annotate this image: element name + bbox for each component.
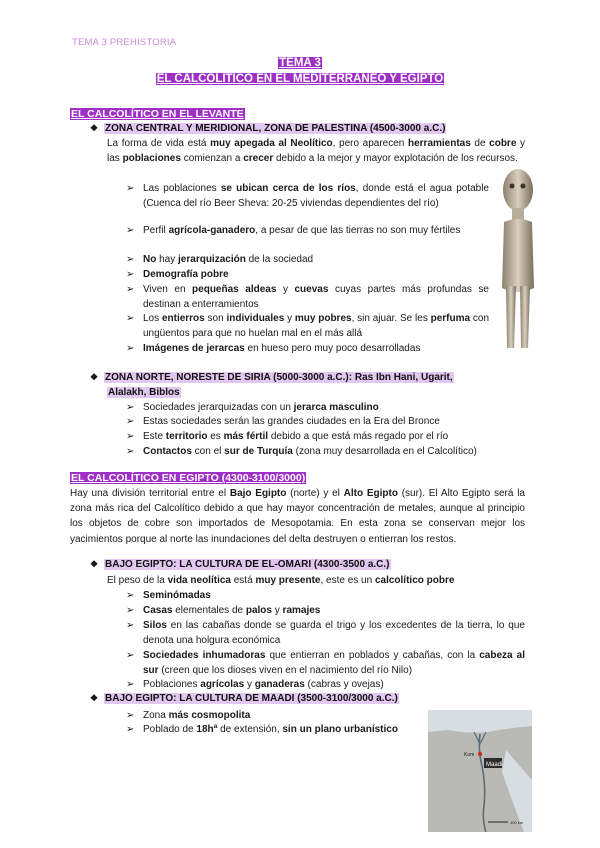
subheading-maadi: ❖ BAJO EGIPTO: LA CULTURA DE MAADI (3500-3100/3000 a.C.): [90, 693, 398, 704]
map-city-label: Kom: [464, 752, 475, 758]
arrow-bullet-icon: ➢: [126, 590, 135, 601]
arrow-bullet-icon: ➢: [126, 343, 135, 354]
norte-bullet-item: ➢ Contactos con el sur de Turquía (zona muy desarrollada en el Calcolítico): [143, 444, 525, 459]
omari-bullet-item: ➢ Poblaciones agrícolas y ganaderas (cabras y ovejas): [143, 677, 525, 692]
norte-bullet-item: ➢ Este territorio es más fértil debido a que está más regado por el río: [143, 429, 525, 444]
omari-bullet-item: ➢ Casas elementales de palos y ramajes: [143, 603, 525, 618]
title-line-1: TEMA 3: [279, 57, 321, 69]
omari-bullet-item: ➢ Sociedades inhumadoras que entierran en poblados y cabañas, con la cabeza al sur (creen que los dioses viven en el nacimiento del río Nilo): [126, 650, 525, 677]
subheading-central: ❖ ZONA CENTRAL Y MERIDIONAL, ZONA DE PALESTINA (4500-3000 a.C.): [90, 123, 446, 134]
map-site-label: Maadi: [486, 762, 503, 768]
arrow-bullet-icon: ➢: [126, 650, 135, 661]
arrow-bullet-icon: ➢: [126, 313, 135, 324]
paragraph-central-intro: La forma de vida está muy apegada al Neolítico, pero aparecen herramientas de cobre y las poblaciones comienzan a crecer debido a la mejor y mayor explotación de los recursos.: [107, 138, 526, 165]
arrow-bullet-icon: ➢: [126, 402, 135, 413]
central-bullet-item: ➢ Demografía pobre: [143, 267, 489, 282]
central-bullet-item: ➢ Las poblaciones se ubican cerca de los ríos, donde está el agua potable (Cuenca del río Beer Sheva: 20-25 viviendas dependientes del río): [126, 183, 489, 210]
diamond-bullet-icon: ❖: [90, 693, 99, 703]
arrow-bullet-icon: ➢: [126, 416, 135, 427]
omari-bullet-item: ➢ Seminómadas: [143, 588, 525, 603]
central-bullet-item: ➢ Viven en pequeñas aldeas y cuevas cuyas partes más profundas se destinan a enterramientos: [126, 284, 489, 311]
omari-bullet-item: ➢ Silos en las cabañas donde se guarda el trigo y los excedentes de la tierra, lo que denota una holgura económica: [126, 620, 525, 647]
diamond-bullet-icon: ❖: [90, 123, 99, 133]
arrow-bullet-icon: ➢: [126, 679, 135, 690]
running-head: TEMA 3 PREHISTORIA: [72, 37, 177, 48]
arrow-bullet-icon: ➢: [126, 724, 135, 735]
paragraph-omari-intro: El peso de la vida neolítica está muy presente, este es un calcolítico pobre: [107, 575, 455, 586]
central-bullet-item: ➢ Los entierros son individuales y muy pobres, sin ajuar. Se les perfuma con ungüentos para que no huelan mal en el más allá: [126, 313, 490, 340]
bone-figurine-image: [492, 168, 542, 352]
arrow-bullet-icon: ➢: [126, 605, 135, 616]
title-line-2: EL CALCOLÍTICO EN EL MEDITERRÁNEO Y EGIPTO: [156, 73, 444, 85]
maadi-bullet-item: ➢ Zona más cosmopolita: [143, 708, 417, 723]
central-bullet-item: ➢ No hay jerarquización de la sociedad: [143, 252, 489, 267]
arrow-bullet-icon: ➢: [126, 183, 135, 194]
diamond-bullet-icon: ❖: [90, 372, 99, 382]
arrow-bullet-icon: ➢: [126, 254, 135, 265]
norte-bullet-item: ➢ Estas sociedades serán las grandes ciudades en la Era del Bronce: [143, 414, 525, 429]
arrow-bullet-icon: ➢: [126, 284, 135, 295]
map-scale-label: 100 km: [510, 820, 524, 825]
paragraph-egipto-intro: Hay una división territorial entre el Bajo Egipto (norte) y el Alto Egipto (sur). El Alto Egipto será la zona más rica del Calcolítico debido a que hay mayor concentración de metales, aunque al principio los objetos de cobre son importados de Mesopotamia. En esta zona se conservan mejor los yacimientos porque al norte las inundaciones del delta destruyen o entierran los restos.: [70, 488, 525, 545]
central-bullet-item: ➢ Imágenes de jerarcas en hueso pero muy poco desarrolladas: [143, 341, 489, 356]
section-heading-egipto: EL CALCOLÍTICO EN EGIPTO (4300-3100/3000): [71, 472, 306, 484]
central-bullet-item: ➢ Perfil agrícola-ganadero, a pesar de que las tierras no son muy fértiles: [143, 223, 489, 238]
egypt-map-image: [428, 710, 532, 832]
arrow-bullet-icon: ➢: [126, 269, 135, 280]
arrow-bullet-icon: ➢: [126, 446, 135, 457]
arrow-bullet-icon: ➢: [126, 431, 135, 442]
arrow-bullet-icon: ➢: [126, 620, 135, 631]
norte-bullet-item: ➢ Sociedades jerarquizadas con un jerarca masculino: [143, 400, 525, 415]
subheading-norte: ❖ ZONA NORTE, NORESTE DE SIRIA (5000-3000 a.C.): Ras Ibn Hani, Ugarit, Alalakh, Biblos: [90, 372, 453, 399]
section-heading-levante: EL CALCOLÍTICO EN EL LEVANTE: [71, 108, 244, 120]
diamond-bullet-icon: ❖: [90, 559, 99, 569]
arrow-bullet-icon: ➢: [126, 710, 135, 721]
maadi-bullet-item: ➢ Poblado de 18hª de extensión, sin un plano urbanístico: [143, 722, 417, 737]
arrow-bullet-icon: ➢: [126, 225, 135, 236]
subheading-omari: ❖ BAJO EGIPTO: LA CULTURA DE EL-OMARI (4300-3500 a.C.): [90, 559, 390, 570]
